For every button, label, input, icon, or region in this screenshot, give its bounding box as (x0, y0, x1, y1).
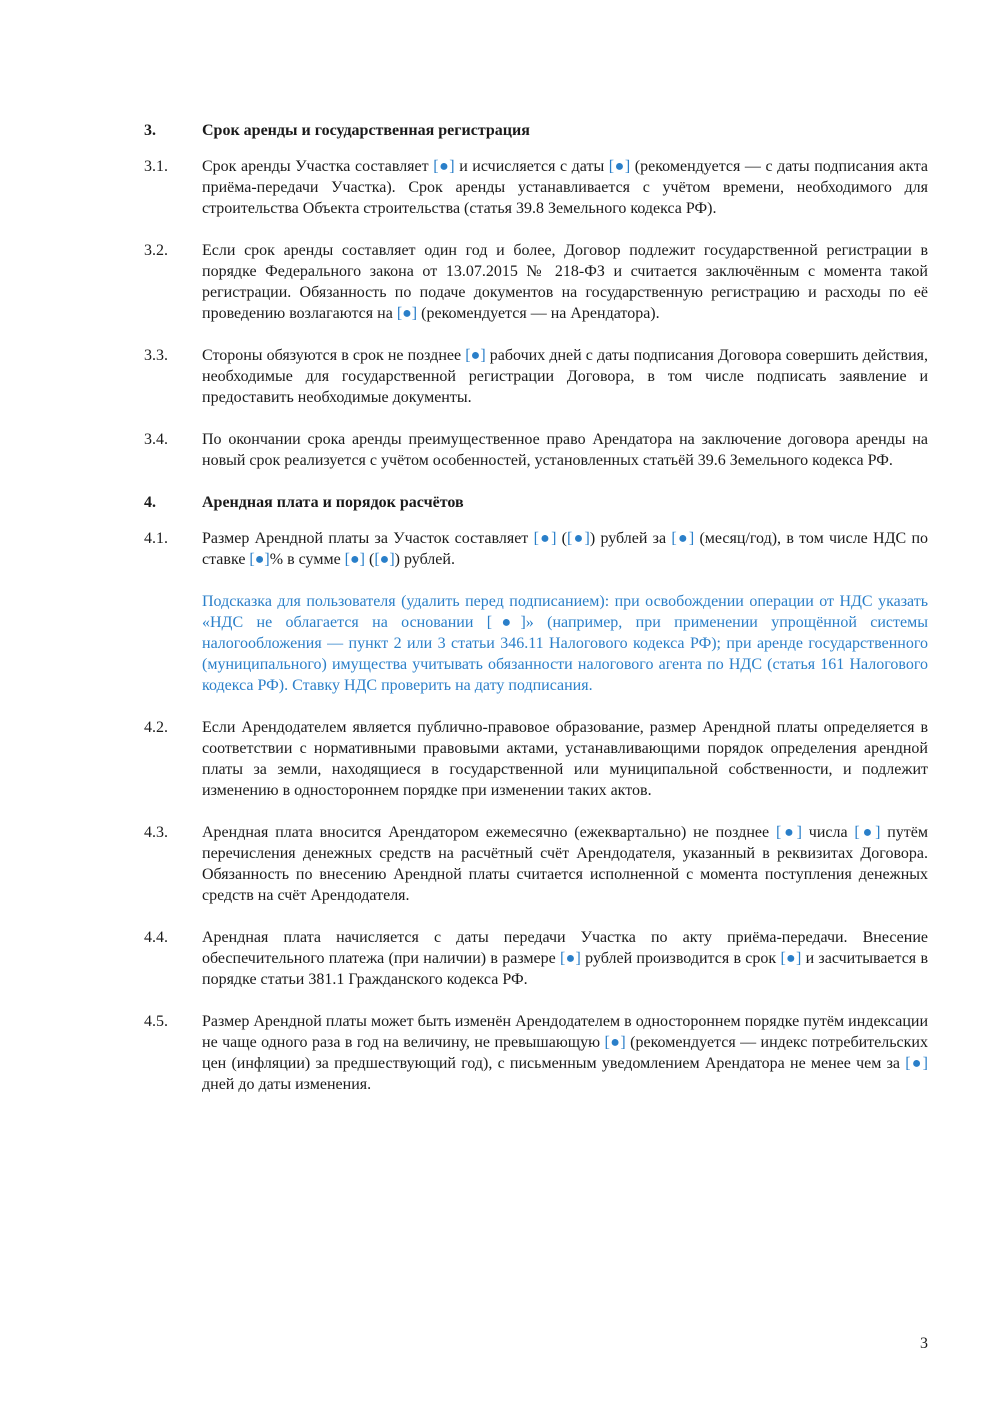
clause-text (202, 1011, 928, 1095)
text-run: (рекомендуется — на Арендатора). (417, 305, 660, 322)
text-run: рабочих дней с даты подписания Договора совершить действия, необходимые для государственной регистрации Договора, в том числе подписать заявление и предоставить необходимые документы. (202, 347, 929, 406)
clause-text (202, 927, 928, 990)
section-number: 3. (144, 122, 156, 139)
text-run: Если срок аренды составляет один год и более, Договор подлежит государственной регистрации в порядке Федерального закона от 13.07.2015 № 218-ФЗ и считается заключённым с момента такой регистрации. Обязанность по подаче документов на государственную регистрацию и расходы по её проведению возлагаются на (202, 242, 928, 322)
placeholder-field[interactable]: [●] (533, 530, 557, 547)
user-hint: Подсказка для пользователя (удалить перед подписанием): при освобождении операции от НДС указать «НДС не облагается на основании [●]» (например, при применении упрощённой системы налогообложения — пункт 2 или 3 статьи 346.11 Налогового кодекса РФ); при аренде государственного (муниципального) имущества учитывать обязанности налогового агента по НДС (статья 161 Налогового кодекса РФ). Ставку НДС проверить на дату подписания. (202, 593, 928, 694)
clause-text (202, 822, 928, 906)
placeholder-field[interactable]: [●] (433, 158, 455, 175)
placeholder-field[interactable]: [●] (780, 950, 802, 967)
text-run: и исчисляется с даты (454, 158, 609, 175)
placeholder-field[interactable]: [●] (854, 824, 881, 841)
clause-4-2 (144, 717, 928, 801)
clause-number: 4.2. (144, 719, 168, 736)
text-run: Срок аренды Участка составляет (202, 158, 434, 175)
clause-text: Если Арендодателем является публично-правовое образование, размер Арендной платы определяется в соответствии с нормативными правовыми актами, устанавливающими порядок определения арендной платы за земли, находящиеся в государственной или муниципальной собственности, и подлежит изменению в одностороннем порядке при изменении таких актов. (202, 719, 928, 799)
placeholder-field[interactable]: [●] (567, 530, 590, 547)
text-run: ( (365, 551, 375, 568)
section-title: Арендная плата и порядок расчётов (202, 494, 464, 511)
clause-number: 3.3. (144, 347, 168, 364)
text-run: Размер Арендной платы может быть изменён Арендодателем в одностороннем порядке путём индексации не чаще одного раза в год на величину, не превышающую (202, 1013, 928, 1051)
placeholder-field[interactable]: [●] (671, 530, 695, 547)
section-4-heading (144, 492, 928, 513)
text-run: % в сумме (269, 551, 345, 568)
placeholder-field[interactable]: [●] (396, 305, 418, 322)
placeholder-field[interactable]: [●] (344, 551, 365, 568)
clause-number: 4.5. (144, 1013, 168, 1030)
text-run: Арендная плата вносится Арендатором ежемесячно (ежеквартально) не позднее (202, 824, 776, 841)
clause-3-4 (144, 429, 928, 471)
section-3-heading (144, 120, 928, 141)
placeholder-field[interactable]: [●] (560, 950, 581, 967)
text-run: и засчитывается в порядке статьи 381.1 Гражданского кодекса РФ. (202, 950, 928, 988)
placeholder-field[interactable]: [●] (604, 1034, 626, 1051)
text-run: Арендная плата начисляется с даты передачи Участка по акту приёма-передачи. Внесение обеспечительного платежа (при наличии) в размере (202, 929, 928, 967)
text-run: ) рублей. (394, 551, 455, 568)
placeholder-field[interactable]: [●] (465, 347, 486, 364)
section-number: 4. (144, 494, 156, 511)
clause-text: По окончании срока аренды преимущественное право Арендатора на заключение договора аренды на новый срок реализуется с учётом особенностей, установленных статьёй 39.6 Земельного кодекса РФ. (202, 431, 928, 469)
text-run: рублей производится в срок (580, 950, 781, 967)
text-run: (рекомендуется — с даты подписания акта приёма-передачи Участка). Срок аренды устанавливается с учётом времени, необходимого для строительства Объекта строительства (статья 39.8 Земельного кодекса РФ). (202, 158, 928, 217)
clause-4-4 (144, 927, 928, 990)
clause-number: 4.1. (144, 530, 168, 547)
text-run: (месяц/год), в том числе НДС по ставке (202, 530, 929, 568)
clause-number: 3.1. (144, 158, 168, 175)
text-run: ( (556, 530, 568, 547)
clause-3-3 (144, 345, 928, 408)
clause-4-1 (144, 528, 928, 570)
clause-text (202, 345, 928, 408)
clause-text (202, 156, 928, 219)
text-run: путём перечисления денежных средств на расчётный счёт Арендодателя, указанный в реквизитах Договора. Обязанность по внесению Арендной платы считается исполненной с момента поступления денежных средств на счёт Арендодателя. (202, 824, 929, 904)
page-number: 3 (920, 1335, 928, 1352)
text-run: (рекомендуется — индекс потребительских цен (инфляции) за предшествующий год), с письменным уведомлением Арендатора не менее чем за (202, 1034, 928, 1072)
placeholder-field[interactable]: [●] (775, 824, 802, 841)
text-run: Размер Арендной платы за Участок составляет (202, 530, 534, 547)
clause-text (202, 528, 928, 570)
section-title: Срок аренды и государственная регистрация (202, 122, 530, 139)
clause-4-5 (144, 1011, 928, 1095)
clause-3-2 (144, 240, 928, 324)
placeholder-field[interactable]: [●] (374, 551, 395, 568)
clause-text (202, 240, 928, 324)
clause-number: 3.2. (144, 242, 168, 259)
clause-number: 4.3. (144, 824, 168, 841)
text-run: числа (801, 824, 855, 841)
clause-4-3 (144, 822, 928, 906)
clause-3-1 (144, 156, 928, 219)
document-body (144, 120, 928, 1116)
text-run: Стороны обязуются в срок не позднее (202, 347, 466, 364)
clause-number: 4.4. (144, 929, 168, 946)
clause-number: 3.4. (144, 431, 168, 448)
text-run: ) рублей за (589, 530, 672, 547)
placeholder-field[interactable]: [●] (905, 1055, 928, 1072)
placeholder-field[interactable]: [●] (249, 551, 270, 568)
placeholder-field[interactable]: [●] (608, 158, 631, 175)
text-run: дней до даты изменения. (202, 1076, 372, 1093)
